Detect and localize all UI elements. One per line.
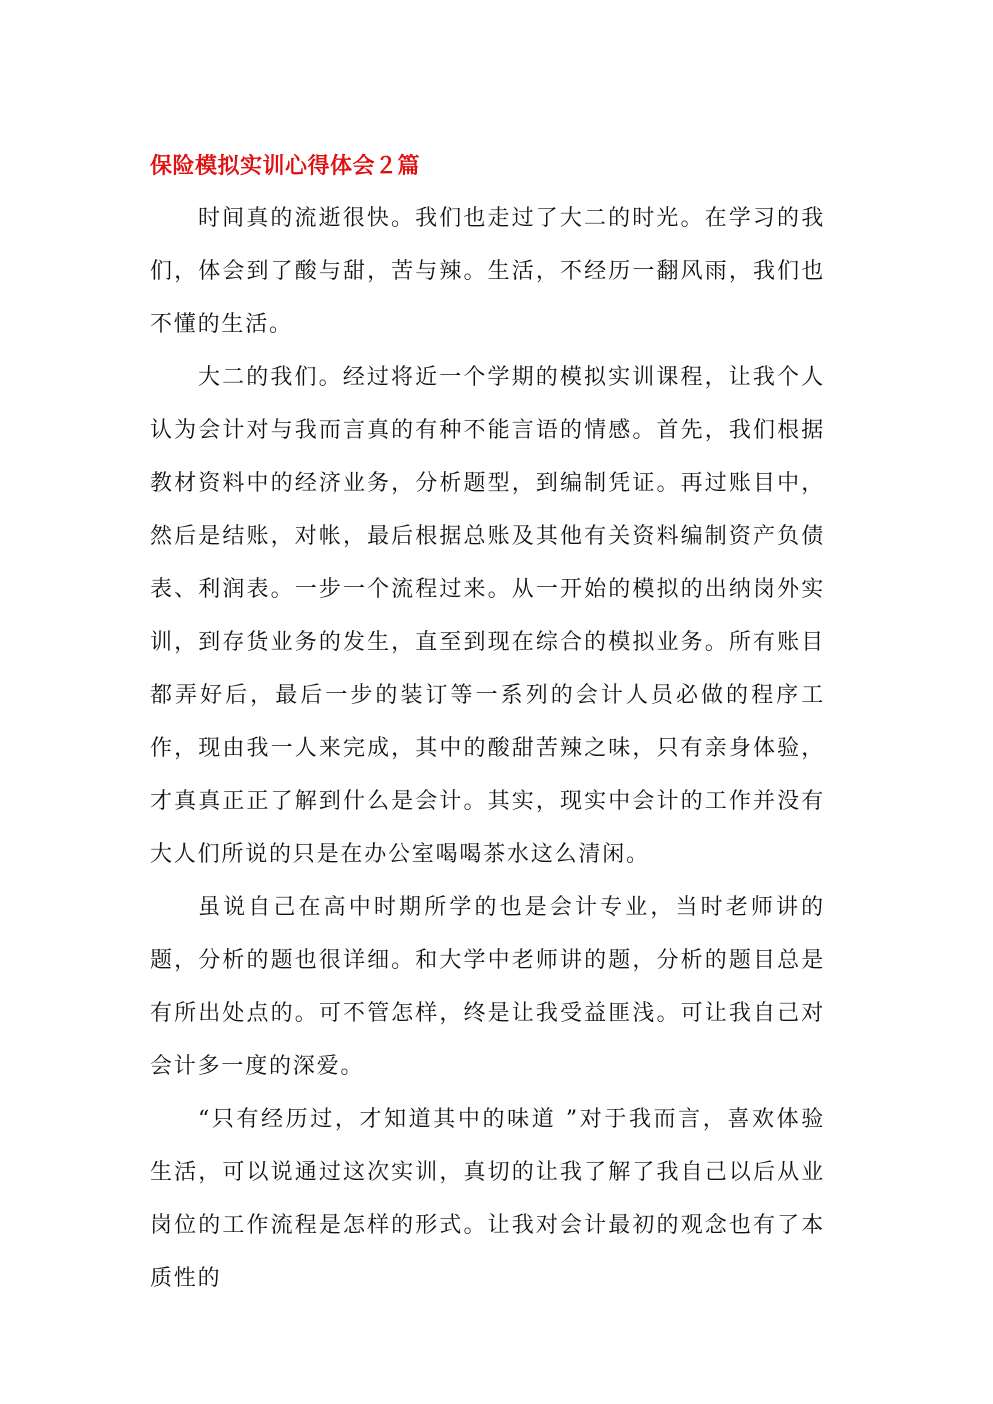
document-title: 保险模拟实训心得体会２篇 — [150, 153, 421, 179]
paragraph-2: 大二的我们。经过将近一个学期的模拟实训课程，让我个人认为会计对与我而言真的有种不能言语的情感。首先，我们根据教材资料中的经济业务，分析题型，到编制凭证。再过账目中，然后是结账，对帐，最后根据总账及其他有关资料编制资产负债表、利润表。一步一个流程过来。从一开始的模拟的出纳岗外实训，到存货业务的发生，直至到现在综合的模拟业务。所有账目都弄好后，最后一步的装订等一系列的会计人员必做的程序工作，现由我一人来完成，其中的酸甜苦辣之味，只有亲身体验，才真真正正了解到什么是会计。其实，现实中会计的工作并没有大人们所说的只是在办公室喝喝茶水这么清闲。 — [150, 365, 825, 867]
paragraph-4: “只有经历过，才知道其中的味道 ”对于我而言，喜欢体验生活，可以说通过这次实训，真切的让我了解了我自己以后从业岗位的工作流程是怎样的形式。让我对会计最初的观念也有了本质性的 — [150, 1107, 825, 1291]
document-body — [150, 140, 825, 1305]
paragraph-1: 时间真的流逝很快。我们也走过了大二的时光。在学习的我们，体会到了酸与甜，苦与辣。生活，不经历一翻风雨，我们也不懂的生活。 — [150, 206, 825, 337]
paragraph-3: 虽说自己在高中时期所学的也是会计专业，当时老师讲的题，分析的题也很详细。和大学中老师讲的题，分析的题目总是有所出处点的。可不管怎样，终是让我受益匪浅。可让我自己对会计多一度的深爱。 — [150, 895, 825, 1079]
